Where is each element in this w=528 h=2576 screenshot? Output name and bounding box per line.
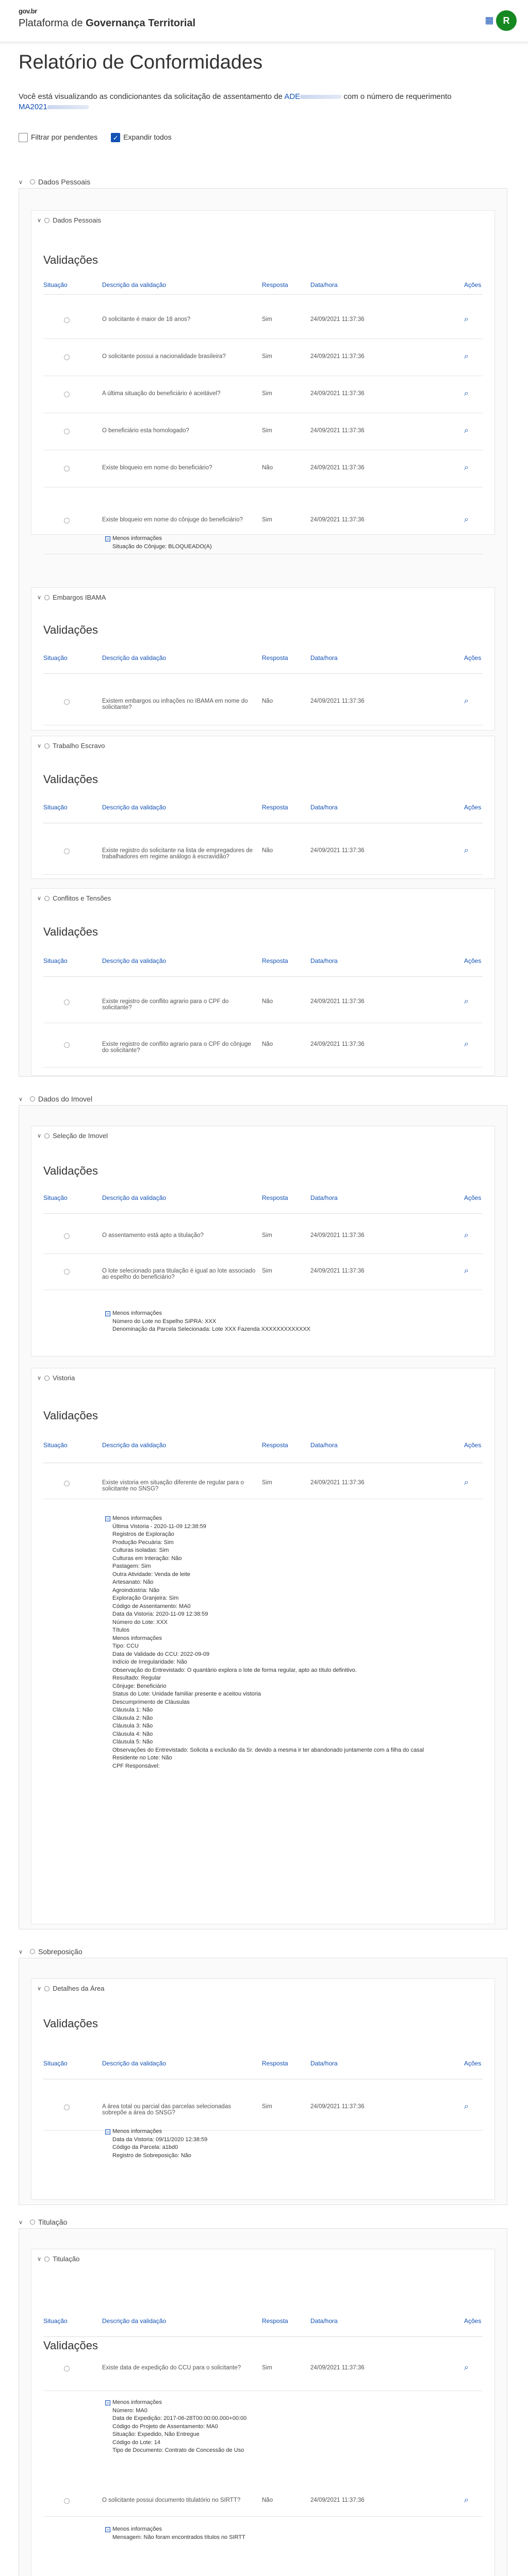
table-header: [43, 2056, 483, 2079]
info-line: Exploração Granjeira: Sim: [112, 1595, 179, 1601]
expand-all-label: Expandir todos: [123, 133, 172, 141]
platform-prefix: Plataforma de: [19, 18, 86, 29]
subsection-header[interactable]: [37, 1374, 501, 1382]
collapse-icon[interactable]: −: [105, 1516, 110, 1521]
validations-title: Validações: [43, 623, 98, 636]
info-line: Agroindústria: Não: [112, 1587, 160, 1594]
table-row: [43, 2486, 483, 2517]
table-row: [43, 450, 483, 487]
ade-link[interactable]: ADE: [284, 92, 301, 101]
table-row: [43, 1468, 483, 1499]
table-row: [43, 2347, 483, 2391]
info-line: Outra Atividade: Venda de leite: [112, 1571, 191, 1578]
search-icon[interactable]: ⌕: [464, 997, 469, 1006]
section-title: Titulação: [38, 2218, 68, 2226]
column-situacao[interactable]: Situação: [43, 281, 68, 289]
row-response: Sim: [262, 2104, 272, 2110]
search-icon[interactable]: ⌕: [464, 697, 469, 705]
status-icon: [64, 2366, 70, 2371]
table-header: [43, 800, 483, 823]
subsection-title: Dados Pessoais: [53, 216, 102, 224]
info-line: Cônjuge: Beneficiário: [112, 1683, 167, 1689]
info-line: Observações do Entrevistado: Solicita a exclusão da Sr. devido a mesma ir ter abandonado juntamente com a filha do casal: [112, 1747, 424, 1753]
row-datetime: 24/09/2021 11:37:36: [310, 2365, 365, 2371]
info-line: Cláusula 1: Não: [112, 1707, 153, 1713]
table-row: [43, 679, 483, 725]
status-icon: [44, 743, 50, 749]
gov-logo-text: gov.br: [19, 7, 37, 15]
row-datetime: 24/09/2021 11:37:36: [310, 391, 365, 397]
info-line: Cláusula 3: Não: [112, 1723, 153, 1729]
row-description: A área total ou parcial das parcelas selecionadas sobrepõe a área do SNSG?: [102, 2104, 231, 2116]
info-line: Data de Validade do CCU: 2022-09-09: [112, 1651, 210, 1657]
column-data[interactable]: Data/hora: [310, 957, 338, 964]
row-datetime: 24/09/2021 11:37:36: [310, 2497, 365, 2503]
subsection-title: Seleção de Imovel: [53, 1132, 108, 1140]
row-response: Sim: [262, 391, 272, 397]
column-descricao[interactable]: Descrição da validação: [102, 2060, 167, 2067]
row-datetime: 24/09/2021 11:37:36: [310, 465, 365, 471]
chevron-down-icon[interactable]: ∨: [19, 1096, 23, 1103]
search-icon[interactable]: ⌕: [464, 389, 469, 398]
collapse-icon[interactable]: −: [105, 536, 110, 541]
avatar[interactable]: R: [496, 10, 517, 31]
column-resposta[interactable]: Resposta: [262, 804, 288, 811]
row-datetime: 24/09/2021 11:37:36: [310, 998, 365, 1005]
chevron-down-icon[interactable]: ∨: [37, 895, 42, 902]
section-header[interactable]: [19, 2218, 507, 2226]
column-resposta[interactable]: Resposta: [262, 1442, 288, 1449]
column-acoes[interactable]: Ações: [464, 1194, 482, 1201]
row-description: Existe vistoria em situação diferente de regular para o solicitante no SNSG?: [102, 1480, 244, 1492]
row-datetime: 24/09/2021 11:37:36: [310, 1232, 365, 1239]
subsection-title: Trabalho Escravo: [53, 742, 105, 750]
redacted-mark: [300, 95, 341, 99]
collapse-icon[interactable]: −: [105, 1311, 110, 1316]
more-info: [105, 2399, 246, 2455]
validations-title: Validações: [43, 773, 98, 786]
status-icon: [64, 1269, 70, 1275]
info-line: Código do Projeto de Assentamento: MA0: [112, 2423, 218, 2430]
row-description: Existe registro do solicitante na lista de empregadores de trabalhadores em regime análogo à escravidão?: [102, 848, 253, 860]
column-resposta[interactable]: Resposta: [262, 957, 288, 964]
column-acoes[interactable]: Ações: [464, 2317, 482, 2325]
status-icon: [64, 699, 70, 705]
row-description: O beneficiário esta homologado?: [102, 428, 189, 434]
gov-br-logo[interactable]: [19, 7, 37, 15]
platform-title: [19, 18, 195, 29]
row-datetime: 24/09/2021 11:37:36: [310, 353, 365, 360]
validations-title: Validações: [43, 1164, 98, 1177]
row-response: Sim: [262, 2365, 272, 2371]
subsection-header[interactable]: [37, 1985, 501, 1992]
row-description: O assentamento está apto a titulação?: [102, 1232, 204, 1239]
more-info: [105, 2128, 207, 2160]
status-icon: [64, 354, 70, 360]
status-icon: [64, 1233, 70, 1239]
row-datetime: 24/09/2021 11:37:36: [310, 2104, 365, 2110]
column-acoes[interactable]: Ações: [464, 1442, 482, 1449]
info-line: Código de Assentamento: MA0: [112, 1603, 191, 1609]
row-datetime: 24/09/2021 11:37:36: [310, 428, 365, 434]
row-description: Existe registro de conflito agrario para o CPF do cônjuge do solicitante?: [102, 1041, 251, 1054]
subsection-header[interactable]: [37, 216, 501, 224]
table-row: [43, 2084, 483, 2131]
search-icon[interactable]: ⌕: [464, 426, 469, 435]
column-descricao[interactable]: Descrição da validação: [102, 804, 167, 811]
more-info-label: Menos informações: [112, 1310, 162, 1316]
column-resposta[interactable]: Resposta: [262, 2060, 288, 2067]
chevron-down-icon[interactable]: ∨: [37, 2256, 42, 2262]
search-icon[interactable]: ⌕: [464, 2102, 469, 2111]
table-row: [43, 982, 483, 1023]
row-description: Existe registro de conflito agrario para o CPF do solicitante?: [102, 998, 229, 1011]
subsection-header[interactable]: [37, 1132, 501, 1140]
row-response: Não: [262, 998, 273, 1005]
row-description: Existe bloqueio em nome do beneficiário?: [102, 465, 212, 471]
info-line: Situação do Cônjuge: BLOQUEADO(A): [112, 543, 212, 550]
info-line: Culturas isoladas: Sim: [112, 1547, 169, 1553]
table-header: [43, 650, 483, 674]
row-description: O lote selecionado para titulação é igual ao lote associado ao espelho do beneficiário?: [102, 1268, 256, 1280]
chevron-down-icon[interactable]: ∨: [37, 1375, 42, 1381]
row-description: O solicitante possui a nacionalidade brasileira?: [102, 353, 226, 360]
table-header: [43, 1437, 483, 1463]
chevron-down-icon[interactable]: ∨: [37, 595, 42, 601]
expand-all-checkbox[interactable]: [111, 133, 171, 142]
row-response: Não: [262, 698, 273, 704]
search-icon[interactable]: ⌕: [464, 315, 469, 324]
column-situacao[interactable]: Situação: [43, 2060, 68, 2067]
column-data[interactable]: Data/hora: [310, 2317, 338, 2325]
table-header: [43, 277, 483, 295]
chevron-down-icon[interactable]: ∨: [37, 1986, 42, 1992]
status-icon: [64, 849, 70, 854]
status-icon: [64, 1042, 70, 1048]
more-info-label: Menos informações: [112, 1515, 162, 1521]
header: [0, 0, 528, 42]
table-row: [43, 413, 483, 450]
more-info-label: Menos informações: [112, 535, 162, 541]
more-info-header[interactable]: [105, 2399, 246, 2407]
chevron-down-icon[interactable]: ∨: [37, 1133, 42, 1139]
info-line: Última Vistoria - 2020-11-09 12:38:59: [112, 1523, 206, 1530]
row-response: Não: [262, 465, 273, 471]
row-response: Sim: [262, 316, 272, 323]
column-acoes[interactable]: Ações: [464, 2060, 482, 2067]
chevron-down-icon[interactable]: ∨: [19, 179, 23, 185]
status-icon: [64, 466, 70, 471]
subsection-title: Embargos IBAMA: [53, 594, 106, 601]
more-info-header[interactable]: [105, 535, 212, 543]
info-line: Registros de Exploração: [112, 1531, 174, 1537]
row-response: Não: [262, 2497, 273, 2503]
section-header[interactable]: [19, 178, 507, 186]
checkbox-box[interactable]: [19, 133, 28, 142]
info-line: Artesanato: Não: [112, 1579, 154, 1585]
info-line: Residente no Lote: Não: [112, 1755, 172, 1761]
more-info: [105, 2526, 245, 2541]
row-description: A última situação do beneficiário é aceitável?: [102, 391, 221, 397]
page-title: Relatório de Conformidades: [19, 52, 263, 73]
search-icon[interactable]: ⌕: [464, 1231, 469, 1240]
column-resposta[interactable]: Resposta: [262, 281, 288, 289]
status-icon: [64, 2105, 70, 2110]
collapse-icon[interactable]: −: [105, 2527, 110, 2532]
search-icon[interactable]: ⌕: [464, 352, 469, 361]
chevron-down-icon[interactable]: ∨: [19, 1948, 23, 1955]
section-title: Sobreposição: [38, 1947, 82, 1956]
table-header: [43, 1190, 483, 1214]
more-info-label: Menos informações: [112, 2128, 162, 2134]
section-title: Dados do Imovel: [38, 1095, 93, 1103]
more-info-header[interactable]: [105, 2526, 245, 2534]
filter-pending-label: Filtrar por pendentes: [31, 133, 98, 141]
validations-title: Validações: [43, 2339, 98, 2352]
column-situacao[interactable]: Situação: [43, 1194, 68, 1201]
row-response: Não: [262, 848, 273, 854]
status-icon: [44, 1376, 50, 1381]
column-situacao[interactable]: Situação: [43, 654, 68, 662]
column-situacao[interactable]: Situação: [43, 2317, 68, 2325]
status-icon: [64, 429, 70, 434]
status-icon: [30, 1096, 35, 1101]
status-icon: [30, 1949, 35, 1954]
column-acoes[interactable]: Ações: [464, 281, 482, 289]
subsection-header[interactable]: [37, 2255, 501, 2263]
validations-title: Validações: [43, 1409, 98, 1422]
table-row: [43, 302, 483, 339]
table-row: [43, 339, 483, 376]
info-line: Mensagem: Não foram encontrados títulos no SIRTT: [112, 2534, 245, 2540]
row-response: Sim: [262, 1232, 272, 1239]
info-line: Resultado: Regular: [112, 1675, 161, 1681]
status-icon: [44, 595, 50, 600]
row-response: Sim: [262, 353, 272, 360]
info-line: Código da Parcela: a1bd0: [112, 2144, 178, 2150]
status-icon: [64, 317, 70, 323]
more-info-header[interactable]: [105, 1515, 424, 1523]
search-icon[interactable]: ⌕: [464, 515, 469, 524]
intro-part2: com o número de requerimento: [341, 92, 452, 101]
checkbox-checked[interactable]: ✓: [111, 133, 120, 142]
row-response: Não: [262, 1041, 273, 1047]
info-line: Tipo de Documento: Contrato de Concessão de Uso: [112, 2447, 244, 2453]
more-info-header[interactable]: [105, 1310, 310, 1318]
column-resposta[interactable]: Resposta: [262, 654, 288, 662]
row-response: Sim: [262, 1480, 272, 1486]
chevron-down-icon[interactable]: ∨: [37, 743, 42, 749]
status-icon: [44, 896, 50, 901]
table-row: [43, 2568, 483, 2576]
column-resposta[interactable]: Resposta: [262, 2317, 288, 2325]
status-icon: [64, 999, 70, 1005]
intro-part1: Você está visualizando as condicionantes da solicitação de assentamento de: [19, 92, 285, 101]
table-row: [43, 1254, 483, 1290]
column-data[interactable]: Data/hora: [310, 1194, 338, 1201]
status-icon: [30, 179, 35, 184]
info-line: Produção Pecuária: Sim: [112, 1539, 174, 1546]
column-acoes[interactable]: Ações: [464, 804, 482, 811]
redacted-mark: [47, 105, 89, 109]
row-datetime: 24/09/2021 11:37:36: [310, 316, 365, 323]
column-situacao[interactable]: Situação: [43, 1442, 68, 1449]
filter-pending-checkbox[interactable]: [19, 133, 97, 142]
column-data[interactable]: Data/hora: [310, 654, 338, 662]
info-line: Número do Lote no Espelho SIPRA: XXX: [112, 1318, 217, 1325]
apps-grid-icon[interactable]: ▦: [485, 15, 494, 25]
search-icon[interactable]: ⌕: [464, 846, 469, 855]
column-data[interactable]: Data/hora: [310, 1442, 338, 1449]
info-line: Cláusula 4: Não: [112, 1731, 153, 1737]
status-icon: [64, 392, 70, 397]
info-line: Número do Lote: XXX: [112, 1619, 168, 1625]
info-line: CPF Responsável:: [112, 1762, 160, 1769]
info-line: Títulos: [112, 1627, 130, 1633]
column-descricao[interactable]: Descrição da validação: [102, 281, 167, 289]
row-description: O solicitante é maior de 18 anos?: [102, 316, 191, 323]
table-row: [43, 1219, 483, 1254]
info-line: Data da Vistoria: 09/11/2020 12:38:59: [112, 2136, 208, 2143]
column-descricao[interactable]: Descrição da validação: [102, 654, 167, 662]
info-line: Status do Lote: Unidade familiar presente e aceitou vistoria: [112, 1691, 261, 1697]
info-line: Cláusula 2: Não: [112, 1715, 153, 1721]
collapse-icon[interactable]: −: [105, 2400, 110, 2405]
info-line: Situação: Expedido, Não Entregue: [112, 2431, 200, 2437]
validations-title: Validações: [43, 253, 98, 266]
column-situacao[interactable]: Situação: [43, 804, 68, 811]
filters: [19, 133, 172, 142]
info-line: Culturas em Interação: Não: [112, 1555, 182, 1562]
section-header[interactable]: [19, 1947, 507, 1956]
info-line: Pastagem: Sim: [112, 1563, 151, 1569]
row-response: Sim: [262, 1268, 272, 1274]
column-situacao[interactable]: Situação: [43, 957, 68, 964]
more-info: [105, 1310, 310, 1334]
search-icon[interactable]: ⌕: [464, 1040, 469, 1048]
info-line: Data da Vistoria: 2020-11-09 12:38:59: [112, 1611, 208, 1617]
status-icon: [44, 2257, 50, 2262]
search-icon[interactable]: ⌕: [464, 1266, 469, 1275]
row-datetime: 24/09/2021 11:37:36: [310, 848, 365, 854]
info-line: Descumprimento de Cláusulas: [112, 1699, 190, 1705]
more-info: [105, 535, 212, 551]
subsection-header[interactable]: [37, 742, 501, 750]
info-line: Cláusula 5: Não: [112, 1739, 153, 1745]
column-acoes[interactable]: Ações: [464, 654, 482, 662]
info-line: Código do Lote: 14: [112, 2439, 160, 2446]
more-info-label: Menos informações: [112, 2399, 162, 2405]
chevron-down-icon[interactable]: ∨: [19, 2219, 23, 2226]
search-icon[interactable]: ⌕: [464, 2496, 469, 2504]
more-info-header[interactable]: [105, 2128, 207, 2136]
more-info-label: Menos informações: [112, 2526, 162, 2532]
more-info: [105, 1515, 424, 1770]
validations-title: Validações: [43, 2017, 98, 2030]
subsection-title: Vistoria: [53, 1374, 75, 1382]
info-line: Tipo: CCU: [112, 1643, 139, 1649]
section-header[interactable]: [19, 1095, 507, 1103]
search-icon[interactable]: ⌕: [464, 1478, 469, 1487]
status-icon: [44, 218, 50, 223]
column-descricao[interactable]: Descrição da validação: [102, 2317, 167, 2325]
column-descricao[interactable]: Descrição da validação: [102, 957, 167, 964]
column-data[interactable]: Data/hora: [310, 2060, 338, 2067]
row-response: Sim: [262, 517, 272, 523]
row-datetime: 24/09/2021 11:37:36: [310, 698, 365, 704]
info-line: Data de Expedição: 2017-06-28T00:00:00.000+00:00: [112, 2415, 247, 2421]
status-icon: [64, 1481, 70, 1486]
status-icon: [44, 1986, 50, 1991]
row-description: O solicitante possui documento titulatório no SIRTT?: [102, 2497, 241, 2503]
row-description: Existe bloqueio em nome do cônjuge do beneficiário?: [102, 517, 243, 523]
subsection-header[interactable]: [37, 894, 501, 902]
table-header: [43, 2313, 483, 2337]
section-title: Dados Pessoais: [38, 178, 91, 186]
search-icon[interactable]: ⌕: [464, 2363, 469, 2372]
chevron-down-icon[interactable]: ∨: [37, 217, 42, 224]
column-descricao[interactable]: Descrição da validação: [102, 1442, 167, 1449]
info-line: Indício de Irregularidade: Não: [112, 1659, 187, 1665]
search-icon[interactable]: ⌕: [464, 463, 469, 472]
subsection-title: Titulação: [53, 2255, 80, 2263]
collapse-icon[interactable]: −: [105, 2129, 110, 2134]
status-icon: [44, 1133, 50, 1139]
table-row: [43, 376, 483, 413]
status-icon: [30, 2219, 35, 2225]
row-datetime: 24/09/2021 11:37:36: [310, 1480, 365, 1486]
info-line: Menos informações: [112, 1635, 162, 1641]
subsection-title: Conflitos e Tensões: [53, 894, 111, 902]
column-descricao[interactable]: Descrição da validação: [102, 1194, 167, 1201]
row-response: Sim: [262, 428, 272, 434]
column-acoes[interactable]: Ações: [464, 957, 482, 964]
row-description: Existe data de expedição do CCU para o solicitante?: [102, 2365, 241, 2371]
subsection-header[interactable]: [37, 594, 501, 601]
info-line: Denominação da Parcela Selecionada: Lote XXX Fazenda XXXXXXXXXXXXX: [112, 1326, 311, 1332]
column-resposta[interactable]: Resposta: [262, 1194, 288, 1201]
column-data[interactable]: Data/hora: [310, 281, 338, 289]
requerimento-link[interactable]: MA2021: [19, 103, 47, 111]
subsection-box: [31, 2249, 495, 2576]
table-row: [43, 828, 483, 875]
column-data[interactable]: Data/hora: [310, 804, 338, 811]
info-line: Número: MA0: [112, 2407, 147, 2414]
status-icon: [64, 518, 70, 523]
row-description: Existem embargos ou infrações no IBAMA em nome do solicitante?: [102, 698, 248, 710]
intro-text: [19, 92, 472, 112]
platform-name: Governança Territorial: [86, 18, 196, 29]
subsection-title: Detalhes da Área: [53, 1985, 105, 1992]
info-line: Observação do Entrevistado: O quantário explora o lote de forma regular, apto ao título definitivo.: [112, 1667, 357, 1673]
row-datetime: 24/09/2021 11:37:36: [310, 1041, 365, 1047]
row-datetime: 24/09/2021 11:37:36: [310, 517, 365, 523]
status-icon: [64, 2498, 70, 2504]
table-row: [43, 1023, 483, 1067]
table-header: [43, 953, 483, 977]
validations-title: Validações: [43, 925, 98, 938]
row-datetime: 24/09/2021 11:37:36: [310, 1268, 365, 1274]
info-line: Registro de Sobreposição: Não: [112, 2152, 191, 2159]
